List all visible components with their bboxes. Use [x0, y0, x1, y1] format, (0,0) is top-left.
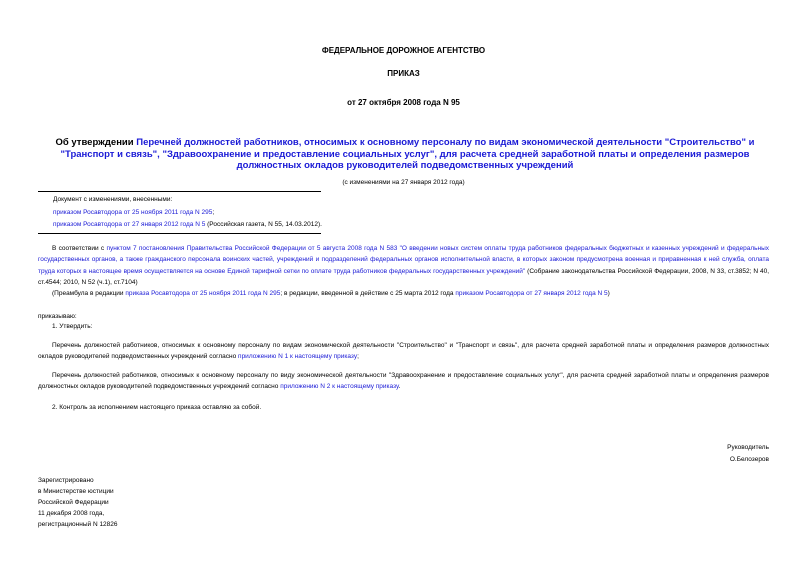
list-item-1-text: Перечень должностей работников, относимых к основному персоналу по видам экономической деятельности "Строительство" и "Транспорт и связь", для расчета средней заработной платы и определения размеров должностных окладов руководителей подведомственных учреждений согласно: [38, 342, 769, 361]
divider-top: [38, 191, 321, 192]
appendix-1-link[interactable]: приложению N 1 к настоящему приказу: [238, 353, 358, 361]
title-prefix: Об утверждении: [55, 137, 137, 148]
doc-type: ПРИКАЗ: [387, 69, 420, 78]
order-word: приказываю:: [38, 313, 77, 320]
preamble-edition-note: [52, 288, 610, 299]
changes-item-2: [53, 219, 322, 230]
preamble-link-decree[interactable]: пунктом 7 постановления Правительства Российской Федерации от 5 августа 2008 года N 583 "О введении новых систем оплаты труда работников федеральных бюджетных и казенных учреждений и федеральных государственных органов, а также гражданского персонала воинских частей, учреждений и подразделений федеральных органов исполнительной власти, в которых законом предусмотрена военная и приравненная к ней служба, оплата труда которых в настоящее время осуществляется на основе Единой тарифной сетки по оплате труда работников федеральных государственных учреждений": [38, 245, 770, 275]
signature-role: Руководитель: [727, 444, 769, 451]
amendments-note: (с изменениями на 27 января 2012 года): [342, 179, 465, 186]
preamble-edition-link-2[interactable]: приказом Росавтодора от 27 января 2012 года N 5: [455, 290, 608, 297]
preamble-edition-link-1[interactable]: приказа Росавтодора от 25 ноября 2011 года N 295: [125, 290, 281, 297]
preamble-start: В соответствии с: [52, 245, 107, 252]
order-item-2: 2. Контроль за исполнением настоящего приказа оставляю за собой.: [52, 404, 262, 411]
list-item-1: [38, 340, 769, 363]
registration-line-4: 11 декабря 2008 года,: [38, 510, 105, 517]
document-title: [30, 137, 780, 172]
changes-item-1-link[interactable]: приказом Росавтодора от 25 ноября 2011 года N 295: [53, 209, 213, 216]
preamble-edition-c: ): [607, 290, 610, 297]
preamble-edition-b: ; в редакции, введенной в действие с 25 марта 2012 года: [280, 290, 456, 297]
list-item-2: [38, 370, 769, 393]
doc-date: от 27 октября 2008 года N 95: [347, 98, 460, 107]
preamble-edition-a: (Преамбула в редакции: [52, 290, 126, 297]
registration-line-5: регистрационный N 12826: [38, 521, 118, 528]
signature-name: О.Белозеров: [729, 456, 769, 463]
changes-item-1: [53, 207, 214, 218]
preamble-paragraph: [38, 243, 769, 289]
preamble-tail: (Собрание законодательства Российской Федерации, 2008, N 33, ст.3852; N 40, ст.4544; 2010, N 52 (ч.1), ст.7104): [38, 267, 770, 287]
list-item-2-tail: .: [398, 383, 401, 391]
order-item-1: 1. Утвердить:: [52, 323, 93, 330]
changes-intro: Документ с изменениями, внесенными:: [53, 196, 173, 203]
appendix-2-link[interactable]: приложению N 2 к настоящему приказу: [280, 383, 399, 391]
changes-item-1-tail: ;: [212, 209, 215, 216]
changes-item-2-tail: (Российская газета, N 55, 14.03.2012).: [205, 221, 322, 228]
list-item-1-tail: ;: [357, 353, 359, 361]
changes-item-2-link[interactable]: приказом Росавтодора от 27 января 2012 года N 5: [53, 221, 206, 228]
list-item-2-text: Перечень должностей работников, относимых к основному персоналу по виду экономической деятельности "Здравоохранение и предоставление социальных услуг", для расчета средней заработной платы и определения размеров должностных окладов руководителей подведомственных учреждений согласно: [38, 372, 769, 391]
registration-line-2: в Министерстве юстиции: [38, 488, 114, 495]
title-link[interactable]: Перечней должностей работников, относимых к основному персоналу по видам экономической деятельности "Строительство" и "Транспорт и связь", "Здравоохранение и предоставление социальных услуг", для расчета средней заработной платы и определения размеров должностных окладов руководителей подведомственных учреждений: [60, 137, 755, 171]
divider-bottom: [38, 233, 321, 234]
registration-line-1: Зарегистрировано: [38, 477, 94, 484]
registration-line-3: Российской Федерации: [38, 499, 109, 506]
agency-name: ФЕДЕРАЛЬНОЕ ДОРОЖНОЕ АГЕНТСТВО: [321, 46, 486, 55]
